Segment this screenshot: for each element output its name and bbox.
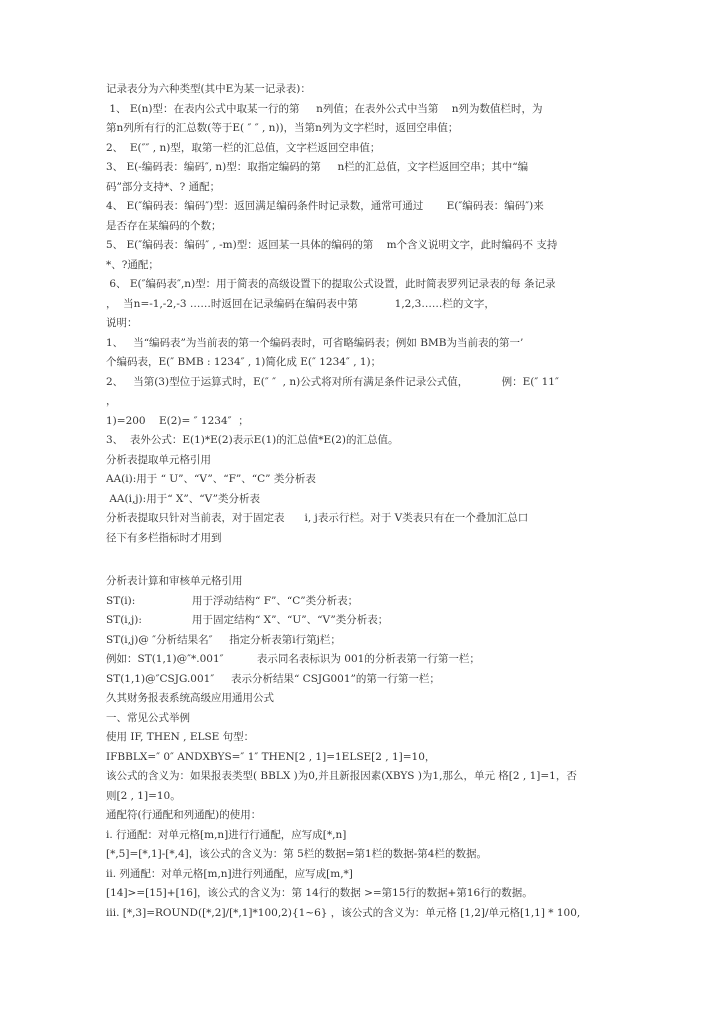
text-line: ST(i,j)@ ″分析结果名″ 指定分析表第i行第j栏； bbox=[106, 633, 341, 646]
text-line: 6、 E(″编码表″,n)型：用于简表的高级设置下的提取公式设置，此时简表罗列记录表的每 条记录 bbox=[106, 278, 556, 290]
text-line: 久其财务报表系统高级应用通用公式 bbox=[106, 692, 274, 704]
text-line: 是否存在某编码的个数； bbox=[106, 219, 222, 232]
text-line: 分析表提取只针对当前表，对于固定表 i, j表示行栏。对于 V类表只有在一个叠加汇总口 bbox=[106, 512, 529, 524]
document-body bbox=[106, 80, 616, 923]
text-line: 1、 当“编码表”为当前表的第一个编码表时，可省略编码表；例如 BMB为当前表的第一’ bbox=[106, 336, 524, 349]
text-line: 说明： bbox=[106, 317, 138, 329]
text-line: 个编码表，E(″ BMB : 1234″ , 1)简化成 E(″ 1234″ , 1)； bbox=[106, 356, 382, 368]
text-line: 码”部分支持*、? 通配； bbox=[106, 180, 221, 193]
text-line: ST(i,j): 用于固定结构“ X”、“U”、“V”类分析表； bbox=[106, 614, 389, 626]
text-line: ⅲ. [*,3]=ROUND([*,2]/[*,1]*100,2){1~6} ，该公式的含义为：单元格 [1,2]/单元格[1,1] * 100, bbox=[106, 906, 581, 919]
text-line: 该公式的含义为：如果报表类型( BBLX )为0,并且新报因素(XBYS )为1,那么，单元 格[2 , 1]=1，否 bbox=[106, 770, 577, 782]
text-line: *、?通配； bbox=[106, 258, 159, 271]
text-line: 2、 E(″″ , n)型，取第一栏的汇总值，文字栏返回空串值； bbox=[106, 141, 381, 154]
text-line: IFBBLX=″ 0″ ANDXBYS=″ 1″ THEN[2 , 1]=1ELSE[2 , 1]=10， bbox=[106, 750, 436, 763]
text-line: 1)=200 E(2)= ″ 1234″ ； bbox=[106, 414, 249, 427]
text-line: AA(i,j):用于“ X”、“V”类分析表 bbox=[106, 492, 260, 505]
text-line: 记录表分为六种类型(其中E为某一记录表)： bbox=[106, 83, 311, 95]
text-line: ， 当n=-1,-2,-3 ……时返回在记录编码在编码表中第 1,2,3……栏的文字， bbox=[106, 297, 495, 310]
text-line: ⅰ. 行通配：对单元格[m,n]进行行通配，应写成[*,n] bbox=[106, 828, 347, 841]
text-line: [14]>=[15]+[16]，该公式的含义为：第 14行的数据 >=第15行的数据+第16行的数据。 bbox=[106, 887, 533, 899]
text-line: 1、 E(n)型：在表内公式中取某一行的第 n列值；在表外公式中当第 n列为数值栏时，为 bbox=[106, 102, 543, 115]
text-line: 则[2 , 1]=10。 bbox=[106, 789, 181, 802]
text-line: 分析表提取单元格引用 bbox=[106, 453, 211, 466]
text-line: 一、常见公式举例 bbox=[106, 711, 190, 724]
text-line: ST(1,1)@″CSJG.001″ 表示分析结果“ CSJG001”的第一行第一栏； bbox=[106, 672, 440, 685]
text-line: 通配符(行通配和列通配)的使用： bbox=[106, 809, 262, 821]
text-line: 4、 E(″编码表：编码″)型：返回满足编码条件时记录数，通常可通过 E(″编码表：编码″)来 bbox=[106, 200, 544, 212]
text-line: ⅱ. 列通配：对单元格[m,n]进行列通配，应写成[m,*] bbox=[106, 867, 353, 880]
text-line: 使用 IF, THEN , ELSE 句型： bbox=[106, 731, 255, 743]
text-line: 第n列所有行的汇总数(等于E( ″ ″ , n))，当第n列为文字栏时，返回空串值； bbox=[106, 122, 459, 134]
text-line: ， bbox=[106, 395, 117, 407]
text-line: 5、 E(″编码表：编码″ , -m)型：返回某一具体的编码的第 m个含义说明文字，此时编码不 支持 bbox=[106, 239, 558, 251]
text-line: 3、 E(-编码表：编码″, n)型：取指定编码的第 n栏的汇总值，文字栏返回空串；其中“编 bbox=[106, 161, 529, 173]
text-line: 分析表计算和审核单元格引用 bbox=[106, 575, 243, 587]
text-line: 径下有多栏指标时才用到 bbox=[106, 531, 222, 544]
text-line: 2、 当第(3)型位于运算式时，E(″ ″ , n)公式将对所有满足条件记录公式值， 例：E(″ 11″ bbox=[106, 375, 559, 388]
text-line: AA(i):用于 “ U”、“V”、“F”、“C” 类分析表 bbox=[106, 473, 316, 485]
text-line: 3、 表外公式：E(1)*E(2)表示E(1)的汇总值*E(2)的汇总值。 bbox=[106, 434, 399, 446]
text-line bbox=[106, 548, 616, 572]
text-line: 例如：ST(1,1)@″*.001″ 表示同名表标识为 001的分析表第一行第一栏； bbox=[106, 653, 480, 665]
text-line: ST(i): 用于浮动结构“ F”、“C”类分析表； bbox=[106, 594, 359, 607]
text-line: [*,5]=[*,1]-[*,4]，该公式的含义为：第 5栏的数据=第1栏的数据-第4栏的数据。 bbox=[106, 848, 487, 860]
